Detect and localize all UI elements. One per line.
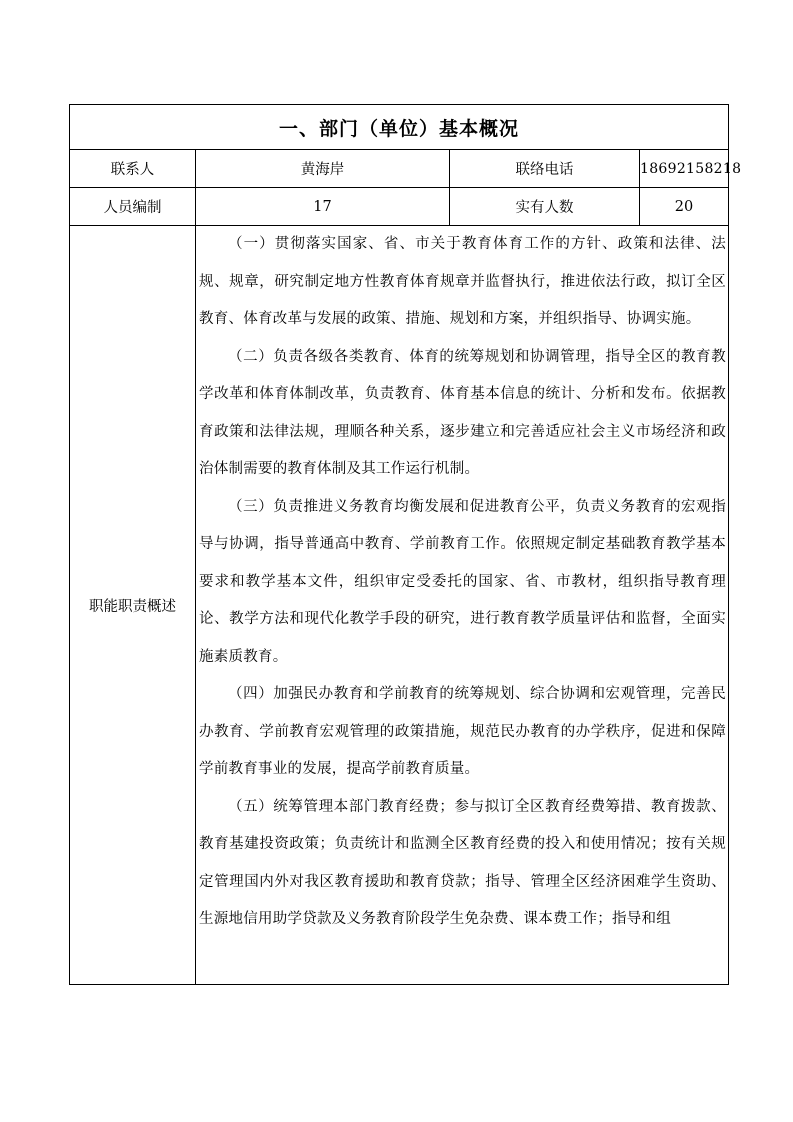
duties-content bbox=[196, 226, 729, 985]
actual-staff-value: 20 bbox=[640, 188, 729, 226]
duty-paragraph-4: （四）加强民办教育和学前教育的统筹规划、综合协调和宏观管理，完善民办教育、学前教育宏观管理的政策措施，规范民办教育的办学秩序，促进和保障学前教育事业的发展，提高学前教育质量。 bbox=[199, 686, 727, 777]
section-title: 一、部门（单位）基本概况 bbox=[70, 105, 729, 150]
duty-paragraph-3: （三）负责推进义务教育均衡发展和促进教育公平，负责义务教育的宏观指导与协调，指导普通高中教育、学前教育工作。依照规定制定基础教育教学基本要求和教学基本文件，组织审定受委托的国家、省、市教材，组织指导教育理论、教学方法和现代化教学手段的研究，进行教育教学质量评估和监督，全面实施素质教育。 bbox=[199, 498, 727, 665]
actual-staff-label: 实有人数 bbox=[450, 188, 640, 226]
phone-label: 联络电话 bbox=[450, 150, 640, 188]
contact-value: 黄海岸 bbox=[196, 150, 450, 188]
staff-quota-value: 17 bbox=[196, 188, 450, 226]
contact-label: 联系人 bbox=[70, 150, 196, 188]
duties-label: 职能职责概述 bbox=[70, 226, 196, 985]
duty-paragraph-1: （一）贯彻落实国家、省、市关于教育体育工作的方针、政策和法律、法规、规章，研究制定地方性教育体育规章并监督执行，推进依法行政，拟订全区教育、体育改革与发展的政策、措施、规划和方案，并组织指导、协调实施。 bbox=[199, 236, 727, 327]
duty-paragraph-5: （五）统筹管理本部门教育经费；参与拟订全区教育经费筹措、教育拨款、教育基建投资政策；负责统计和监测全区教育经费的投入和使用情况；按有关规定管理国内外对我区教育援助和教育贷款；指导、管理全区经济困难学生资助、生源地信用助学贷款及义务教育阶段学生免杂费、课本费工作；指导和组 bbox=[199, 798, 727, 927]
staff-quota-label: 人员编制 bbox=[70, 188, 196, 226]
department-overview-table bbox=[69, 104, 742, 985]
phone-value: 18692158218 bbox=[640, 150, 729, 188]
duty-paragraph-2: （二）负责各级各类教育、体育的统筹规划和协调管理，指导全区的教育教学改革和体育体制改革，负责教育、体育基本信息的统计、分析和发布。依据教育政策和法律法规，理顺各种关系，逐步建立和完善适应社会主义市场经济和政治体制需要的教育体制及其工作运行机制。 bbox=[199, 348, 727, 477]
